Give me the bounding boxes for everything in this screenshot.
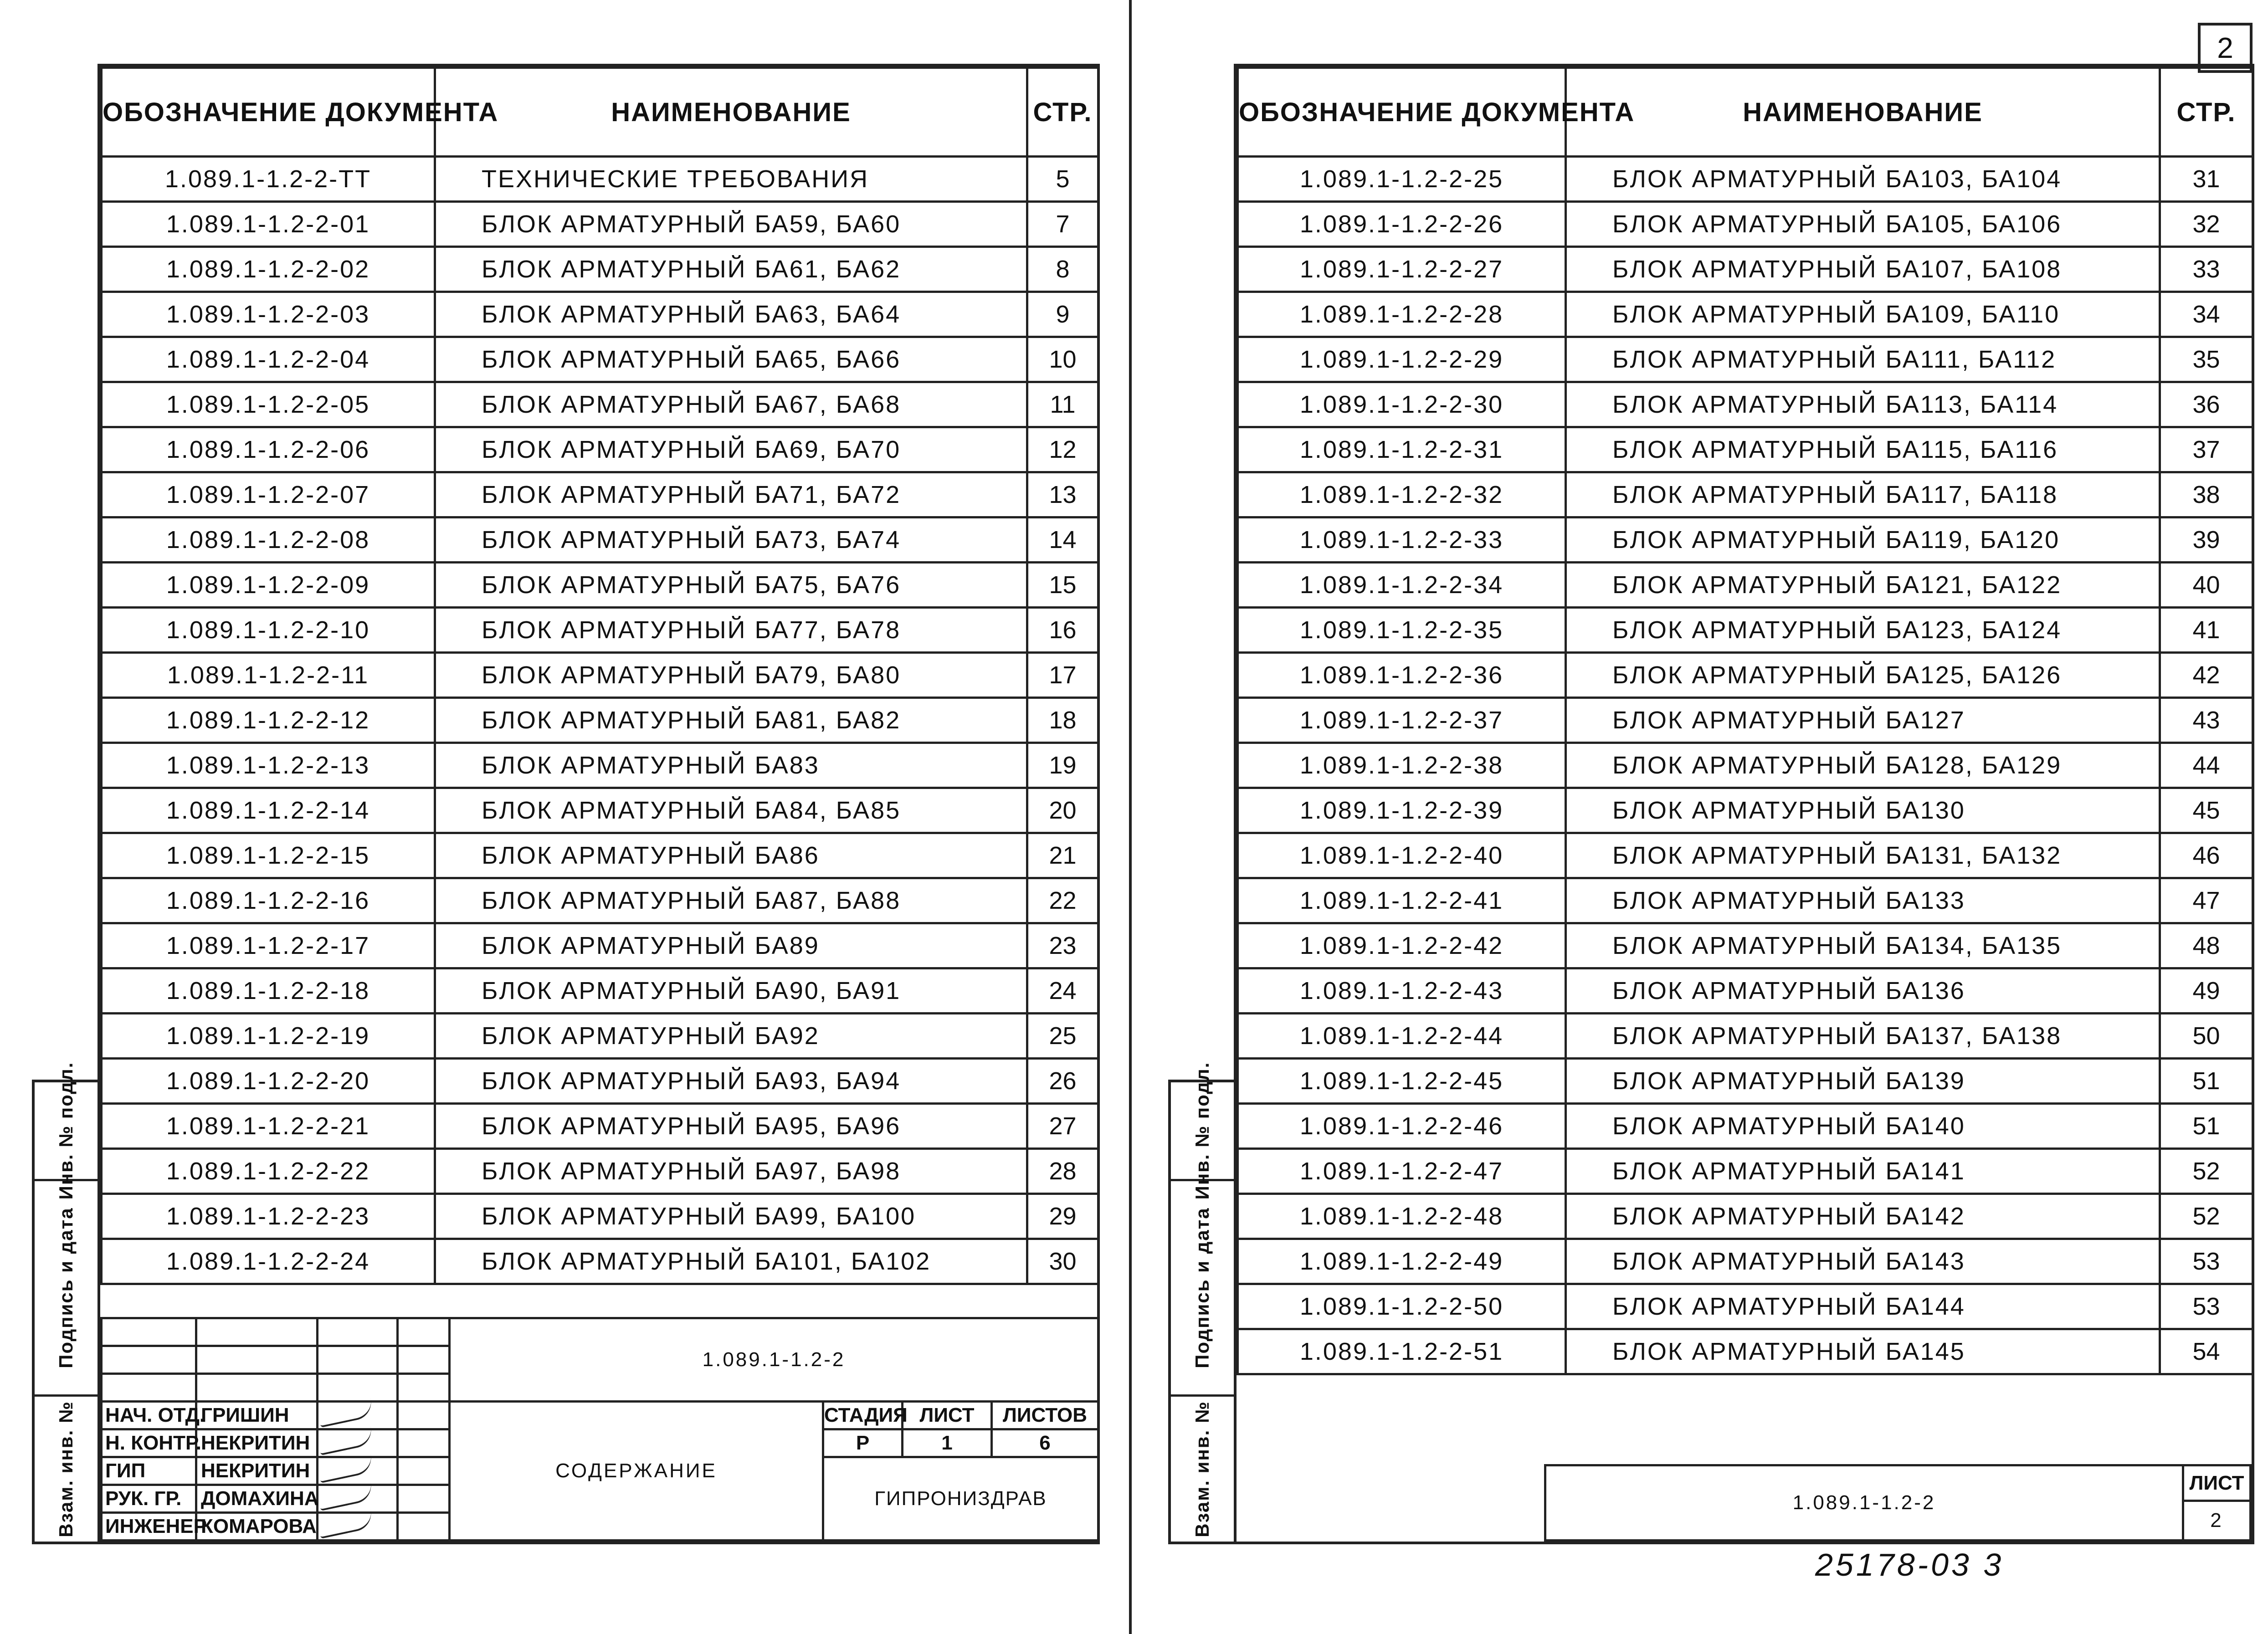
row-page: 38 (2160, 472, 2253, 517)
row-name: БЛОК АРМАТУРНЫЙ БА99, БА100 (435, 1194, 1027, 1239)
row-name: БЛОК АРМАТУРНЫЙ БА136 (1566, 968, 2160, 1014)
row-code: 1.089.1-1.2-2-05 (102, 382, 435, 427)
table-row (1238, 427, 2253, 472)
table-row (1238, 247, 2253, 292)
footer-handwritten-note: 25178-03 3 (1815, 1547, 2004, 1583)
row-page: 18 (1027, 698, 1098, 743)
row-code: 1.089.1-1.2-2-08 (102, 517, 435, 563)
row-page: 53 (2160, 1239, 2253, 1284)
table-row (102, 833, 1098, 878)
row-code: 1.089.1-1.2-2-21 (102, 1104, 435, 1149)
table-row (1238, 292, 2253, 337)
row-name: БЛОК АРМАТУРНЫЙ БА81, БА82 (435, 698, 1027, 743)
row-code: 1.089.1-1.2-2-46 (1238, 1104, 1566, 1149)
row-code: 1.089.1-1.2-2-12 (102, 698, 435, 743)
row-code: 1.089.1-1.2-2-49 (1238, 1239, 1566, 1284)
row-code: 1.089.1-1.2-2-37 (1238, 698, 1566, 743)
row-code: 1.089.1-1.2-2-27 (1238, 247, 1566, 292)
row-name: БЛОК АРМАТУРНЫЙ БА107, БА108 (1566, 247, 2160, 292)
table-row (102, 923, 1098, 968)
table-row (1238, 1059, 2253, 1104)
table-row (1238, 157, 2253, 202)
table-row (1238, 517, 2253, 563)
row-name: БЛОК АРМАТУРНЫЙ БА130 (1566, 788, 2160, 833)
table-row (102, 382, 1098, 427)
row-code: 1.089.1-1.2-2-16 (102, 878, 435, 923)
right-frame (1234, 64, 2254, 1544)
row-code: 1.089.1-1.2-2-11 (102, 653, 435, 698)
row-name: БЛОК АРМАТУРНЫЙ БА123, БА124 (1566, 608, 2160, 653)
row-page: 37 (2160, 427, 2253, 472)
header-name: НАИМЕНОВАНИЕ (435, 68, 1027, 157)
row-page: 25 (1027, 1014, 1098, 1059)
table-row (1238, 1014, 2253, 1059)
header-code: ОБОЗНАЧЕНИЕ ДОКУМЕНТА (102, 68, 435, 157)
row-code: 1.089.1-1.2-2-45 (1238, 1059, 1566, 1104)
row-name: БЛОК АРМАТУРНЫЙ БА127 (1566, 698, 2160, 743)
row-name: БЛОК АРМАТУРНЫЙ БА145 (1566, 1329, 2160, 1374)
row-code: 1.089.1-1.2-2-31 (1238, 427, 1566, 472)
row-code: 1.089.1-1.2-2-03 (102, 292, 435, 337)
side-label-replace: Взам. инв. № (55, 1400, 77, 1537)
person-1: НЕКРИТИН (196, 1429, 318, 1457)
table-row (1238, 1104, 2253, 1149)
row-name: БЛОК АРМАТУРНЫЙ БА131, БА132 (1566, 833, 2160, 878)
row-page: 28 (1027, 1149, 1098, 1194)
person-4: КОМАРОВА (196, 1513, 318, 1541)
table-row (1238, 1329, 2253, 1374)
row-page: 7 (1027, 202, 1098, 247)
table-row (102, 337, 1098, 382)
row-name: БЛОК АРМАТУРНЫЙ БА139 (1566, 1059, 2160, 1104)
row-code: 1.089.1-1.2-2-42 (1238, 923, 1566, 968)
right-sheet-label: ЛИСТ (2183, 1465, 2251, 1501)
row-name: БЛОК АРМАТУРНЫЙ БА133 (1566, 878, 2160, 923)
role-1: Н. КОНТР. (102, 1429, 196, 1457)
left-stamp-title: СОДЕРЖАНИЕ (450, 1402, 823, 1541)
row-name: БЛОК АРМАТУРНЫЙ БА111, БА112 (1566, 337, 2160, 382)
row-name: БЛОК АРМАТУРНЫЙ БА103, БА104 (1566, 157, 2160, 202)
table-row (102, 427, 1098, 472)
row-name: БЛОК АРМАТУРНЫЙ БА83 (435, 743, 1027, 788)
row-code: 1.089.1-1.2-2-25 (1238, 157, 1566, 202)
row-name: БЛОК АРМАТУРНЫЙ БА69, БА70 (435, 427, 1027, 472)
row-name: БЛОК АРМАТУРНЫЙ БА73, БА74 (435, 517, 1027, 563)
left-frame (97, 64, 1100, 1544)
row-name: БЛОК АРМАТУРНЫЙ БА71, БА72 (435, 472, 1027, 517)
row-name: БЛОК АРМАТУРНЫЙ БА92 (435, 1014, 1027, 1059)
row-name: БЛОК АРМАТУРНЫЙ БА137, БА138 (1566, 1014, 2160, 1059)
row-page: 33 (2160, 247, 2253, 292)
row-name: БЛОК АРМАТУРНЫЙ БА93, БА94 (435, 1059, 1027, 1104)
table-row (1238, 743, 2253, 788)
row-name: БЛОК АРМАТУРНЫЙ БА128, БА129 (1566, 743, 2160, 788)
row-page: 48 (2160, 923, 2253, 968)
row-code: 1.089.1-1.2-2-09 (102, 563, 435, 608)
row-page: 16 (1027, 608, 1098, 653)
table-row (102, 1149, 1098, 1194)
table-row (1238, 1284, 2253, 1329)
table-row (102, 563, 1098, 608)
row-name: БЛОК АРМАТУРНЫЙ БА105, БА106 (1566, 202, 2160, 247)
row-name: БЛОК АРМАТУРНЫЙ БА119, БА120 (1566, 517, 2160, 563)
table-row (102, 1194, 1098, 1239)
table-row (102, 653, 1098, 698)
table-row (102, 788, 1098, 833)
table-row (102, 1014, 1098, 1059)
row-name: БЛОК АРМАТУРНЫЙ БА59, БА60 (435, 202, 1027, 247)
row-page: 23 (1027, 923, 1098, 968)
sheet-label: ЛИСТ (903, 1402, 992, 1429)
row-name: БЛОК АРМАТУРНЫЙ БА77, БА78 (435, 608, 1027, 653)
row-code: 1.089.1-1.2-2-20 (102, 1059, 435, 1104)
row-page: 9 (1027, 292, 1098, 337)
row-page: 36 (2160, 382, 2253, 427)
row-page: 51 (2160, 1104, 2253, 1149)
row-page: 52 (2160, 1194, 2253, 1239)
right-sheet (1132, 0, 2268, 1634)
row-code: 1.089.1-1.2-2-01 (102, 202, 435, 247)
row-page: 11 (1027, 382, 1098, 427)
row-code: 1.089.1-1.2-2-38 (1238, 743, 1566, 788)
side-label-inv-r: Инв. № подл. (1171, 1082, 1234, 1181)
row-code: 1.089.1-1.2-2-06 (102, 427, 435, 472)
row-page: 32 (2160, 202, 2253, 247)
right-corner-sheet-number: 2 (2198, 23, 2253, 73)
row-name: БЛОК АРМАТУРНЫЙ БА67, БА68 (435, 382, 1027, 427)
row-page: 29 (1027, 1194, 1098, 1239)
signature-4 (318, 1513, 398, 1541)
row-page: 31 (2160, 157, 2253, 202)
right-title-block (1544, 1464, 2252, 1542)
row-page: 19 (1027, 743, 1098, 788)
right-sheet-value: 2 (2183, 1501, 2251, 1541)
row-page: 10 (1027, 337, 1098, 382)
row-code: 1.089.1-1.2-2-10 (102, 608, 435, 653)
row-code: 1.089.1-1.2-2-13 (102, 743, 435, 788)
right-stamp-code: 1.089.1-1.2-2 (1545, 1465, 2183, 1541)
row-name: БЛОК АРМАТУРНЫЙ БА75, БА76 (435, 563, 1027, 608)
row-page: 53 (2160, 1284, 2253, 1329)
row-page: 43 (2160, 698, 2253, 743)
row-code: 1.089.1-1.2-2-22 (102, 1149, 435, 1194)
table-row (102, 292, 1098, 337)
row-page: 20 (1027, 788, 1098, 833)
signature-1 (318, 1429, 398, 1457)
table-row (102, 157, 1098, 202)
table-row (102, 608, 1098, 653)
row-code: 1.089.1-1.2-2-23 (102, 1194, 435, 1239)
row-code: 1.089.1-1.2-2-15 (102, 833, 435, 878)
row-page: 26 (1027, 1059, 1098, 1104)
row-page: 35 (2160, 337, 2253, 382)
row-page: 51 (2160, 1059, 2253, 1104)
role-0: НАЧ. ОТД. (102, 1402, 196, 1429)
row-code: 1.089.1-1.2-2-40 (1238, 833, 1566, 878)
org-name: ГИПРОНИЗДРАВ (823, 1457, 1098, 1541)
row-name: БЛОК АРМАТУРНЫЙ БА65, БА66 (435, 337, 1027, 382)
right-contents-table (1237, 67, 2254, 1375)
table-row (1238, 1149, 2253, 1194)
row-name: БЛОК АРМАТУРНЫЙ БА63, БА64 (435, 292, 1027, 337)
row-page: 17 (1027, 653, 1098, 698)
stage-value: Р (823, 1429, 903, 1457)
row-name: БЛОК АРМАТУРНЫЙ БА121, БА122 (1566, 563, 2160, 608)
row-name: БЛОК АРМАТУРНЫЙ БА109, БА110 (1566, 292, 2160, 337)
row-code: 1.089.1-1.2-2-43 (1238, 968, 1566, 1014)
table-row (1238, 878, 2253, 923)
row-name: БЛОК АРМАТУРНЫЙ БА61, БА62 (435, 247, 1027, 292)
row-code: 1.089.1-1.2-2-39 (1238, 788, 1566, 833)
side-label-sign-r: Подпись и дата (1171, 1181, 1234, 1396)
table-row (102, 1104, 1098, 1149)
row-page: 5 (1027, 157, 1098, 202)
row-page: 12 (1027, 427, 1098, 472)
row-code: 1.089.1-1.2-2-19 (102, 1014, 435, 1059)
person-3: ДОМАХИНА (196, 1485, 318, 1513)
table-row (102, 517, 1098, 563)
row-page: 22 (1027, 878, 1098, 923)
row-page: 46 (2160, 833, 2253, 878)
header-code-r: ОБОЗНАЧЕНИЕ ДОКУМЕНТА (1238, 68, 1566, 157)
left-table-header (102, 68, 1098, 157)
row-name: БЛОК АРМАТУРНЫЙ БА144 (1566, 1284, 2160, 1329)
row-code: 1.089.1-1.2-2-35 (1238, 608, 1566, 653)
row-name: БЛОК АРМАТУРНЫЙ БА95, БА96 (435, 1104, 1027, 1149)
header-page-r: СТР. (2160, 68, 2253, 157)
row-name: БЛОК АРМАТУРНЫЙ БА90, БА91 (435, 968, 1027, 1014)
row-name: БЛОК АРМАТУРНЫЙ БА89 (435, 923, 1027, 968)
row-code: 1.089.1-1.2-2-26 (1238, 202, 1566, 247)
row-page: 14 (1027, 517, 1098, 563)
table-row (1238, 1194, 2253, 1239)
left-stamp-code: 1.089.1-1.2-2 (450, 1318, 1098, 1402)
right-table-body (1238, 157, 2253, 1374)
row-page: 50 (2160, 1014, 2253, 1059)
row-page: 52 (2160, 1149, 2253, 1194)
table-row (102, 1239, 1098, 1284)
table-row (1238, 968, 2253, 1014)
row-code: 1.089.1-1.2-2-41 (1238, 878, 1566, 923)
row-code: 1.089.1-1.2-2-04 (102, 337, 435, 382)
sheets-label: ЛИСТОВ (992, 1402, 1098, 1429)
table-row (102, 743, 1098, 788)
row-code: 1.089.1-1.2-2-36 (1238, 653, 1566, 698)
row-name: БЛОК АРМАТУРНЫЙ БА97, БА98 (435, 1149, 1027, 1194)
row-code: 1.089.1-1.2-2-18 (102, 968, 435, 1014)
row-page: 13 (1027, 472, 1098, 517)
row-name: БЛОК АРМАТУРНЫЙ БА134, БА135 (1566, 923, 2160, 968)
row-code: 1.089.1-1.2-2-24 (102, 1239, 435, 1284)
row-page: 15 (1027, 563, 1098, 608)
row-name: БЛОК АРМАТУРНЫЙ БА86 (435, 833, 1027, 878)
side-label-replace-r: Взам. инв. № (1191, 1400, 1213, 1537)
table-row (102, 878, 1098, 923)
row-page: 27 (1027, 1104, 1098, 1149)
left-contents-table (100, 67, 1099, 1285)
row-name: БЛОК АРМАТУРНЫЙ БА113, БА114 (1566, 382, 2160, 427)
role-4: ИНЖЕНЕР (102, 1513, 196, 1541)
row-page: 40 (2160, 563, 2253, 608)
table-row (1238, 653, 2253, 698)
row-page: 39 (2160, 517, 2253, 563)
row-page: 41 (2160, 608, 2253, 653)
row-name: БЛОК АРМАТУРНЫЙ БА87, БА88 (435, 878, 1027, 923)
row-code: 1.089.1-1.2-2-17 (102, 923, 435, 968)
row-name: БЛОК АРМАТУРНЫЙ БА125, БА126 (1566, 653, 2160, 698)
row-code: 1.089.1-1.2-2-48 (1238, 1194, 1566, 1239)
row-page: 47 (2160, 878, 2253, 923)
table-row (1238, 608, 2253, 653)
table-row (1238, 1239, 2253, 1284)
row-code: 1.089.1-1.2-2-33 (1238, 517, 1566, 563)
row-code: 1.089.1-1.2-2-32 (1238, 472, 1566, 517)
row-name: БЛОК АРМАТУРНЫЙ БА79, БА80 (435, 653, 1027, 698)
signature-2 (318, 1457, 398, 1485)
table-row (102, 472, 1098, 517)
header-page: СТР. (1027, 68, 1098, 157)
table-row (1238, 833, 2253, 878)
sheet-value: 1 (903, 1429, 992, 1457)
table-row (1238, 337, 2253, 382)
row-name: ТЕХНИЧЕСКИЕ ТРЕБОВАНИЯ (435, 157, 1027, 202)
table-row (102, 968, 1098, 1014)
left-side-strip (32, 1061, 100, 1544)
row-name: БЛОК АРМАТУРНЫЙ БА101, БА102 (435, 1239, 1027, 1284)
row-code: 1.089.1-1.2-2-02 (102, 247, 435, 292)
row-code: 1.089.1-1.2-2-28 (1238, 292, 1566, 337)
row-code: 1.089.1-1.2-2-50 (1238, 1284, 1566, 1329)
row-page: 8 (1027, 247, 1098, 292)
row-code: 1.089.1-1.2-2-29 (1238, 337, 1566, 382)
table-row (1238, 563, 2253, 608)
row-name: БЛОК АРМАТУРНЫЙ БА143 (1566, 1239, 2160, 1284)
row-code: 1.089.1-1.2-2-ТТ (102, 157, 435, 202)
table-row (1238, 698, 2253, 743)
row-code: 1.089.1-1.2-2-51 (1238, 1329, 1566, 1374)
header-name-r: НАИМЕНОВАНИЕ (1566, 68, 2160, 157)
row-code: 1.089.1-1.2-2-44 (1238, 1014, 1566, 1059)
role-3: РУК. ГР. (102, 1485, 196, 1513)
row-page: 49 (2160, 968, 2253, 1014)
left-title-block (100, 1317, 1099, 1542)
left-sheet (0, 0, 1132, 1634)
row-page: 54 (2160, 1329, 2253, 1374)
role-2: ГИП (102, 1457, 196, 1485)
table-row (102, 202, 1098, 247)
sheets-value: 6 (992, 1429, 1098, 1457)
row-name: БЛОК АРМАТУРНЫЙ БА140 (1566, 1104, 2160, 1149)
row-code: 1.089.1-1.2-2-34 (1238, 563, 1566, 608)
signature-3 (318, 1485, 398, 1513)
row-code: 1.089.1-1.2-2-14 (102, 788, 435, 833)
row-page: 34 (2160, 292, 2253, 337)
right-table-header (1238, 68, 2253, 157)
row-page: 45 (2160, 788, 2253, 833)
stage-label: СТАДИЯ (823, 1402, 903, 1429)
row-name: БЛОК АРМАТУРНЫЙ БА115, БА116 (1566, 427, 2160, 472)
table-row (102, 698, 1098, 743)
table-row (102, 247, 1098, 292)
row-page: 24 (1027, 968, 1098, 1014)
row-page: 42 (2160, 653, 2253, 698)
right-side-strip (1168, 1061, 1237, 1544)
table-row (1238, 923, 2253, 968)
row-name: БЛОК АРМАТУРНЫЙ БА141 (1566, 1149, 2160, 1194)
table-row (1238, 788, 2253, 833)
table-row (1238, 202, 2253, 247)
row-name: БЛОК АРМАТУРНЫЙ БА84, БА85 (435, 788, 1027, 833)
left-table-body (102, 157, 1098, 1284)
signature-0 (318, 1402, 398, 1429)
table-row (1238, 382, 2253, 427)
row-page: 21 (1027, 833, 1098, 878)
row-code: 1.089.1-1.2-2-30 (1238, 382, 1566, 427)
table-row (1238, 472, 2253, 517)
row-page: 30 (1027, 1239, 1098, 1284)
table-row (102, 1059, 1098, 1104)
person-2: НЕКРИТИН (196, 1457, 318, 1485)
side-label-inv: Инв. № подл. (35, 1082, 97, 1181)
row-name: БЛОК АРМАТУРНЫЙ БА142 (1566, 1194, 2160, 1239)
row-code: 1.089.1-1.2-2-07 (102, 472, 435, 517)
row-page: 44 (2160, 743, 2253, 788)
side-label-sign: Подпись и дата (35, 1181, 97, 1396)
row-code: 1.089.1-1.2-2-47 (1238, 1149, 1566, 1194)
row-name: БЛОК АРМАТУРНЫЙ БА117, БА118 (1566, 472, 2160, 517)
person-0: ГРИШИН (196, 1402, 318, 1429)
